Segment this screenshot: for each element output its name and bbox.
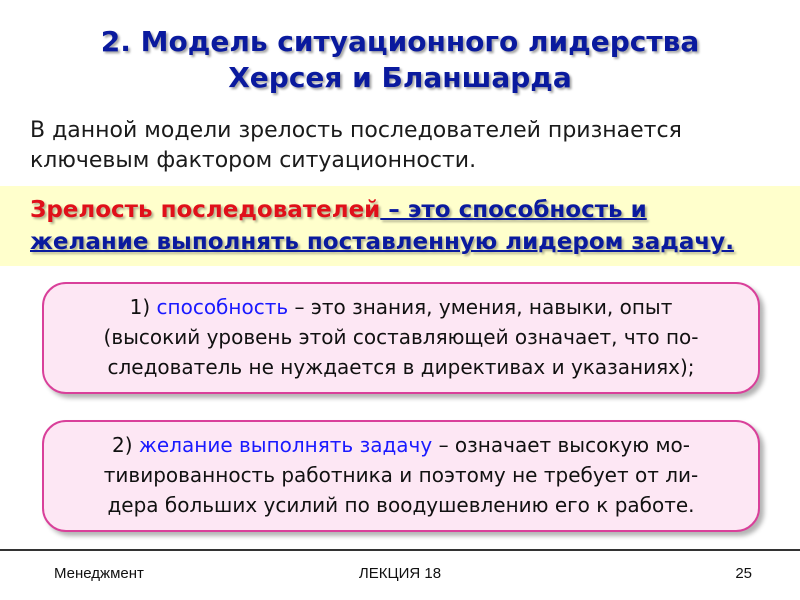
intro-line-2: ключевым фактором ситуационности.: [30, 148, 477, 173]
slide-title-line-2: Херсея и Бланшарда: [228, 61, 572, 94]
willingness-keyword: желание выполнять задачу: [138, 433, 433, 457]
slide-title-line-1: 2. Модель ситуационного лидерства: [100, 25, 700, 58]
willingness-line-2: тивированность работника и поэтому не требует от ли-: [103, 463, 699, 487]
intro-text: [30, 116, 770, 176]
intro-line-1: В данной модели зрелость последователей признается: [30, 118, 682, 143]
footer-divider: [0, 549, 800, 551]
willingness-line-1: [54, 430, 748, 460]
footer-course-name: Менеджмент: [54, 565, 144, 582]
definition-line-2: желание выполнять поставленную лидером задачу.: [30, 229, 734, 255]
definition-line-1: [30, 194, 790, 226]
ability-keyword: способность: [156, 295, 289, 319]
willingness-line-1-rest: – означает высокую мо-: [432, 433, 690, 457]
definition-line-1-rest: – это способность и: [380, 197, 647, 223]
definition-term: Зрелость последователей: [30, 197, 381, 223]
ability-line-3: следователь не нуждается в директивах и указаниях);: [107, 355, 695, 379]
willingness-line-3: дера больших усилий по воодушевлению его к работе.: [107, 493, 695, 517]
ability-line-1-rest: – это знания, умения, навыки, опыт: [288, 295, 673, 319]
footer-page-number: 25: [735, 565, 752, 582]
ability-number: 1): [129, 295, 157, 319]
willingness-box: [42, 420, 760, 532]
slide-title: [0, 24, 800, 96]
footer-lecture-label: ЛЕКЦИЯ 18: [358, 565, 442, 582]
ability-line-2: (высокий уровень этой составляющей означает, что по-: [103, 325, 699, 349]
ability-line-1: [54, 292, 748, 322]
willingness-number: 2): [112, 433, 139, 457]
definition-text: [30, 194, 790, 258]
ability-box: [42, 282, 760, 394]
